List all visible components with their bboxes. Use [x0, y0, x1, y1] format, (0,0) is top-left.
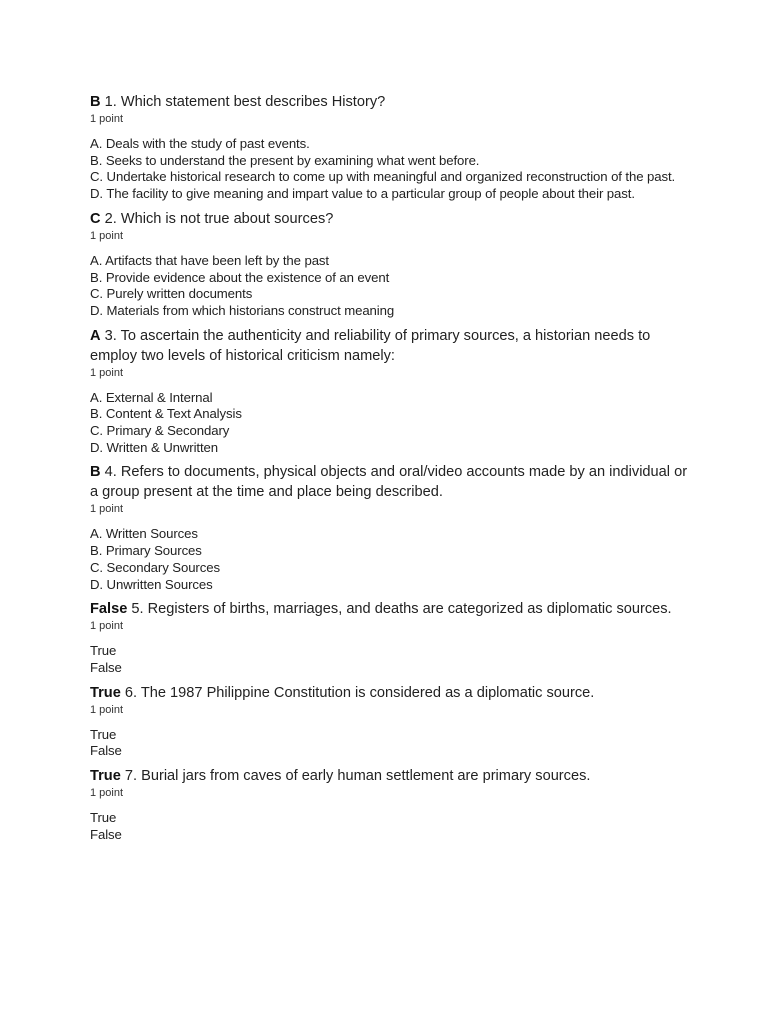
- option-d: D. Written & Unwritten: [90, 439, 219, 455]
- question-text: 5. Registers of births, marriages, and deaths are categorized as diplomatic sources.: [127, 601, 672, 618]
- question-stem: [90, 462, 690, 502]
- option-b: B. Content & Text Analysis: [90, 406, 242, 422]
- option-c: C. Primary & Secondary: [90, 423, 230, 439]
- question-stem: [90, 599, 690, 619]
- option-a: A. Artifacts that have been left by the past: [90, 252, 329, 268]
- points-label: 1 point: [90, 620, 124, 633]
- points-label: 1 point: [90, 366, 124, 379]
- option-d: D. Materials from which historians construct meaning: [90, 302, 395, 318]
- points-label: 1 point: [90, 503, 124, 516]
- question-text: 1. Which statement best describes History?: [100, 94, 386, 110]
- question-stem: [90, 92, 690, 112]
- question-stem: [90, 683, 690, 703]
- points-label: 1 point: [90, 703, 124, 716]
- question-3: [90, 326, 690, 457]
- option-false: False: [90, 659, 122, 675]
- options-list: [90, 727, 690, 760]
- points-label: 1 point: [90, 229, 124, 242]
- answer-key: A: [90, 327, 101, 344]
- options-list: [90, 810, 690, 843]
- option-true: True: [90, 643, 117, 659]
- points-label: 1 point: [90, 787, 124, 800]
- option-false: False: [90, 743, 122, 759]
- option-b: B. Seeks to understand the present by examining what went before.: [90, 152, 480, 168]
- question-6: [90, 683, 690, 760]
- option-a: A. External & Internal: [90, 389, 213, 405]
- options-list: [90, 136, 690, 203]
- question-text: 3. To ascertain the authenticity and reliability of primary sources, a historian needs to employ two levels of historical criticism namely:: [90, 327, 651, 364]
- question-4: [90, 462, 690, 593]
- question-1: [90, 92, 690, 203]
- options-list: [90, 253, 690, 320]
- option-c: C. Secondary Sources: [90, 559, 220, 575]
- question-stem: [90, 209, 690, 229]
- options-list: [90, 526, 690, 593]
- question-7: [90, 766, 690, 843]
- question-2: [90, 209, 690, 320]
- options-list: [90, 390, 690, 457]
- question-text: 4. Refers to documents, physical objects and oral/video accounts made by an individual or a group present at the time and place being described.: [90, 464, 688, 501]
- points-label: 1 point: [90, 113, 124, 125]
- question-text: 7. Burial jars from caves of early human settlement are primary sources.: [120, 768, 591, 785]
- options-list: [90, 643, 690, 676]
- question-text: 2. Which is not true about sources?: [100, 210, 334, 227]
- option-a: A. Deals with the study of past events.: [90, 136, 310, 151]
- option-true: True: [90, 726, 117, 742]
- option-c: C. Purely written documents: [90, 286, 253, 302]
- option-b: B. Provide evidence about the existence of an event: [90, 269, 390, 285]
- option-d: D. The facility to give meaning and impart value to a particular group of people about their past.: [90, 186, 635, 202]
- question-stem: [90, 766, 690, 786]
- quiz-document: [90, 92, 690, 849]
- question-5: [90, 599, 690, 676]
- question-text: 6. The 1987 Philippine Constitution is considered as a diplomatic source.: [120, 684, 595, 701]
- option-d: D. Unwritten Sources: [90, 576, 213, 592]
- option-true: True: [90, 810, 117, 826]
- answer-key: C: [90, 210, 101, 227]
- answer-key: True: [90, 684, 121, 701]
- option-b: B. Primary Sources: [90, 543, 202, 559]
- option-false: False: [90, 826, 122, 842]
- option-c: C. Undertake historical research to come up with meaningful and organized reconstruction of the past.: [90, 169, 676, 185]
- answer-key: True: [90, 768, 121, 785]
- answer-key: False: [90, 601, 128, 618]
- answer-key: B: [90, 464, 101, 481]
- option-a: A. Written Sources: [90, 526, 198, 542]
- question-stem: [90, 326, 690, 366]
- answer-key: B: [90, 94, 101, 110]
